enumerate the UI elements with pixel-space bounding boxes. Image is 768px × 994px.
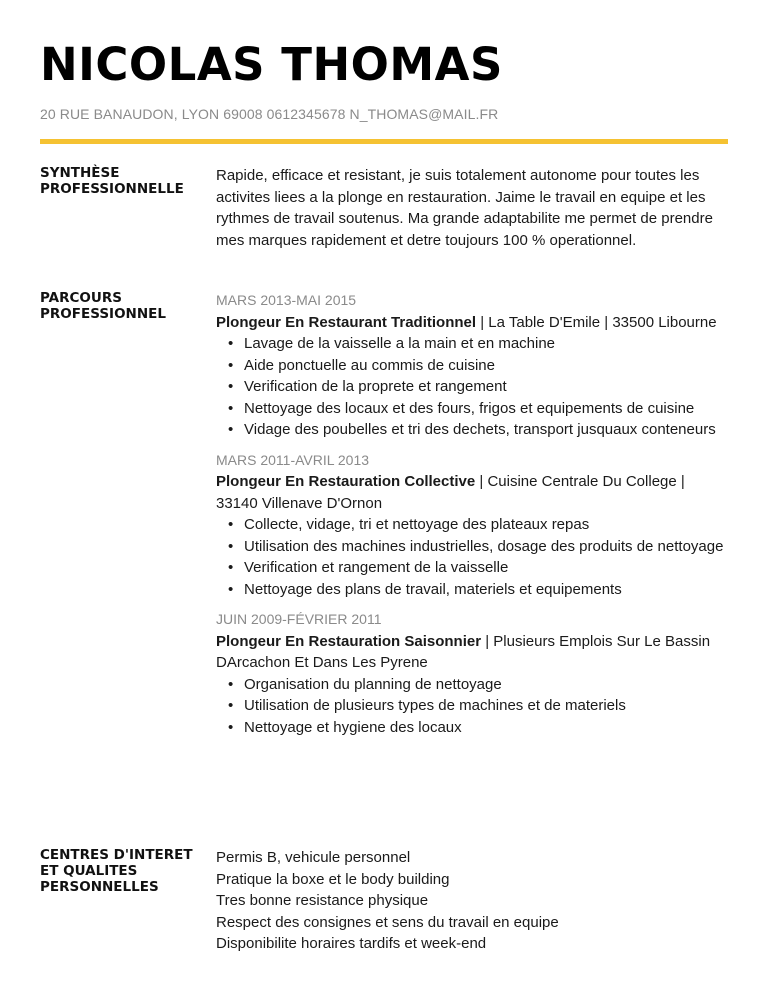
duty-item: • Utilisation de plusieurs types de machines et de materiels [244,695,728,717]
contact-line: 20 RUE BANAUDON, LYON 69008 0612345678 N_THOMAS@MAIL.FR [40,106,499,122]
job-dates: MARS 2013-MAI 2015 [216,292,357,308]
job-title: Plongeur En Restaurant Traditionnel [216,313,477,331]
interests-list [216,847,728,955]
job-dates: MARS 2011-AVRIL 2013 [216,451,370,468]
duty-item: • Nettoyage et hygiene des locaux [244,717,728,739]
job-details: | La Table D'Emile | 33500 Libourne [476,313,717,331]
interest-item: Tres bonne resistance physique [216,892,429,909]
duty-item: • Verification et rangement de la vaisselle [244,557,728,579]
duty-item: • Nettoyage des plans de travail, materiels et equipements [244,579,728,601]
duty-item: • Collecte, vidage, tri et nettoyage des plateaux repas [244,514,728,536]
interests-heading: CENTRES D'INTERET ET QUALITES PERSONNELLES [40,847,193,895]
job-title: Plongeur En Restauration Collective [216,473,476,490]
job-title: Plongeur En Restauration Saisonnier [216,632,482,650]
duty-item: • Utilisation des machines industrielles, dosage des produits de nettoyage [244,536,728,558]
job-dates: JUIN 2009-FÉVRIER 2011 [216,611,382,627]
job-entry [216,450,728,601]
duty-list [216,674,728,739]
interest-item: Respect des consignes et sens du travail en equipe [216,913,559,931]
interest-item: Permis B, vehicule personnel [216,849,411,866]
duty-list [216,514,728,600]
duty-list [216,333,728,441]
experience-heading: PARCOURS PROFESSIONNEL [40,290,166,322]
duty-item: • Aide ponctuelle au commis de cuisine [244,355,728,377]
duty-item: • Nettoyage des locaux et des fours, frigos et equipements de cuisine [244,398,728,420]
duty-item: • Organisation du planning de nettoyage [244,674,728,696]
interest-item: Disponibilite horaires tardifs et week-end [216,935,487,952]
job-entry [216,609,728,738]
job-details: | Plusieurs Emplois Sur Le Bassin DArcachon Et Dans Les Pyrene [216,632,711,671]
candidate-name: NICOLAS THOMAS [40,38,503,91]
duty-item: • Verification de la proprete et rangement [244,376,728,398]
summary-heading: SYNTHÈSE PROFESSIONNELLE [40,165,184,197]
experience-list [216,290,728,747]
accent-divider [40,139,728,144]
summary-text: Rapide, efficace et resistant, je suis totalement autonome pour toutes les activites liees a la plonge en restauration. Jaime le travail en equipe et les rythmes de travail soutenus. Ma grande adaptabilite me permet de prendre mes marques rapidement et detre toujours 100 % operationnel. [216,167,713,249]
interest-item: Pratique la boxe et le body building [216,870,450,888]
job-details: | Cuisine Centrale Du College | 33140 Villenave D'Ornon [216,473,685,512]
duty-item: • Vidage des poubelles et tri des dechets, transport jusquaux conteneurs [244,419,728,441]
job-entry [216,290,728,441]
duty-item: • Lavage de la vaisselle a la main et en machine [244,333,728,355]
